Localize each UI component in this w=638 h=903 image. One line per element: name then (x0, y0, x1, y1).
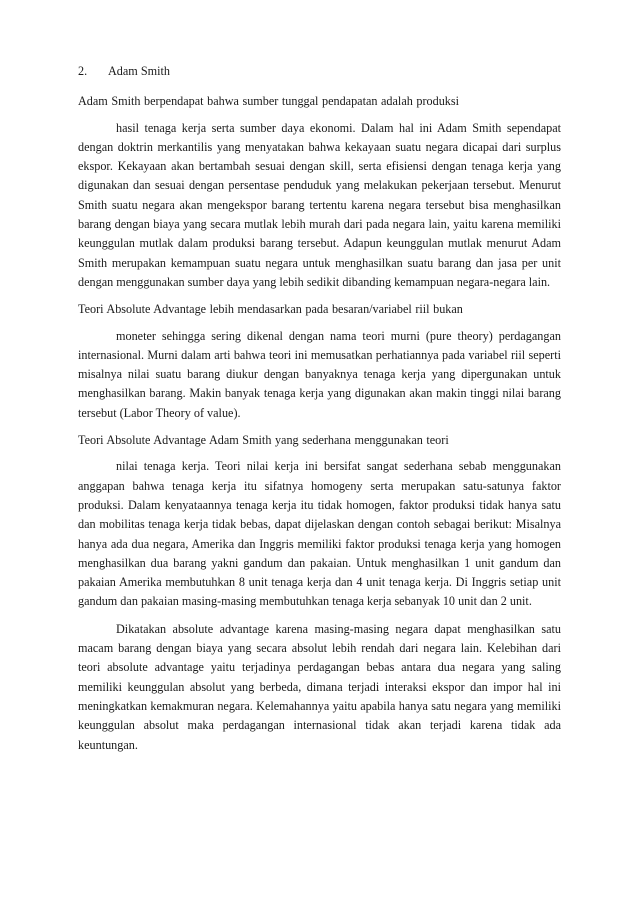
document-page (78, 62, 561, 763)
block-3-lead: Teori Absolute Advantage Adam Smith yang sederhana menggunakan teori (78, 433, 449, 448)
section-number: 2. (78, 64, 88, 78)
section-title: Adam Smith (108, 64, 170, 78)
block-1-lead: Adam Smith berpendapat bahwa sumber tunggal pendapatan adalah produksi (78, 94, 460, 109)
block-2-body: moneter sehingga sering dikenal dengan nama teori murni (pure theory) perdagangan internasional. Murni dalam arti bahwa teori ini memusatkan perhatiannya pada variabel riil seperti misalnya nilai suatu barang diukur dengan banyaknya tenaga kerja yang dipergunakan untuk menghasilkan barang. Makin banyak tenaga kerja yang digunakan akan makin tinggi nilai barang tersebut (Labor Theory of value). (78, 328, 561, 420)
closing-paragraph: Dikatakan absolute advantage karena masing-masing negara dapat menghasilkan satu macam barang dengan biaya yang secara absolut lebih rendah dari negara lain. Kelebihan dari teori absolute advantage yaitu terjadinya perdagangan bebas antara dua negara yang saling memiliki keunggulan absolut yang berbeda, dimana terjadi interaksi ekspor dan impor hal ini meningkatkan kemakmuran negara. Kelemahannya yaitu apabila hanya satu negara yang memiliki keunggulan absolut maka perdagangan internasional tidak akan terjadi karena tidak ada keuntungan. (78, 621, 561, 752)
block-2-lead: Teori Absolute Advantage lebih mendasarkan pada besaran/variabel riil bukan (78, 302, 463, 317)
block-1-body: hasil tenaga kerja serta sumber daya ekonomi. Dalam hal ini Adam Smith sependapat dengan doktrin merkantilis yang menyatakan bahwa kekayaan suatu negara dicapai dari surplus ekspor. Kekayaan akan bertambah sesuai dengan skill, serta efisiensi dengan tenaga kerja yang digunakan dan sesuai dengan persentase penduduk yang melakukan pekerjaan tersebut. Menurut Smith suatu negara akan mengekspor barang tertentu karena negara tersebut bisa menghasilkan barang dengan biaya yang secara mutlak lebih murah dari pada negara lain, yaitu karena memiliki keunggulan mutlak dalam produksi barang tersebut. Adapun keunggulan mutlak menurut Adam Smith merupakan kemampuan suatu negara untuk menghasilkan suatu barang dan jasa per unit dengan menggunakan sumber daya yang lebih sedikit dibanding kemampuan negara-negara lain. (78, 120, 561, 289)
block-3-body: nilai tenaga kerja. Teori nilai kerja ini bersifat sangat sederhana sebab menggunakan anggapan bahwa tenaga kerja itu sifatnya homogeny serta merupakan satu-satunya faktor produksi. Dalam kenyataannya tenaga kerja itu tidak homogen, faktor produksi tidak hanya satu dan mobilitas tenaga kerja tidak bebas, dapat dijelaskan dengan contoh sebagai berikut: Misalnya hanya ada dua negara, Amerika dan Inggris memiliki faktor produksi tenaga kerja yang homogen menghasilkan dua barang yakni gandum dan pakaian. Untuk menghasilkan 1 unit gandum dan pakaian Amerika membutuhkan 8 unit tenaga kerja dan 4 unit tenaga kerja. Di Inggris setiap unit gandum dan pakaian masing-masing membutuhkan tenaga kerja sebanyak 10 unit dan 2 unit. (78, 459, 561, 609)
section-heading (78, 62, 561, 81)
